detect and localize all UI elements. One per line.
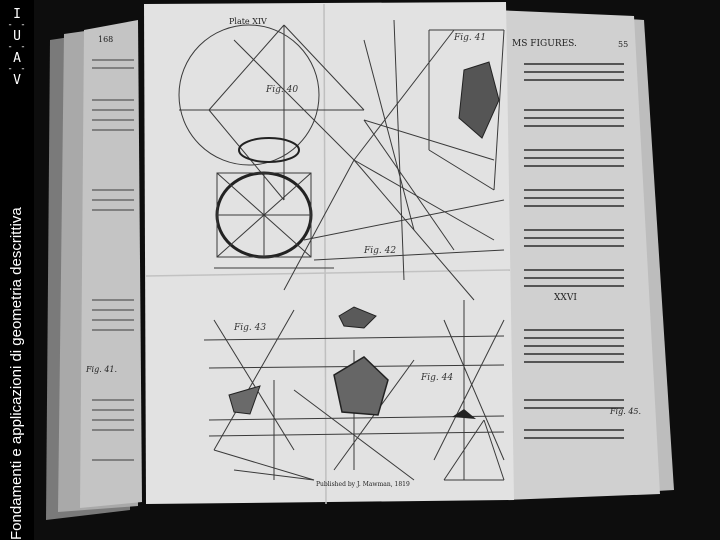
fold-out-plate <box>144 2 514 504</box>
iuav-logo: I - - U - - A - - V <box>7 7 27 88</box>
right-page-number: 55 <box>618 40 629 49</box>
plate-caption: Published by J. Mawman, 1819 <box>316 481 410 488</box>
plate-header: Plate XIV <box>229 17 267 26</box>
book-plate-illustration <box>34 0 720 540</box>
section-label: XXVI <box>554 293 577 303</box>
vertical-course-title: Fondamenti e applicazioni di geometria descrittiva <box>8 207 25 540</box>
book-photo <box>34 0 720 540</box>
right-page-header: MS FIGURES. <box>512 39 577 49</box>
fig-label-42: Fig. 42 <box>364 246 397 256</box>
side-fig-label-right: Fig. 45. <box>610 407 642 416</box>
logo-letter-i: I <box>13 7 21 22</box>
fig-label-43: Fig. 43 <box>234 323 267 333</box>
logo-letter-u: U <box>13 29 21 44</box>
logo-letter-a: A <box>13 51 21 66</box>
side-fig-label-left: Fig. 41. <box>86 365 118 374</box>
fig-label-40: Fig. 40 <box>266 85 299 95</box>
left-page-number: 168 <box>98 35 114 44</box>
fig-label-44: Fig. 44 <box>421 373 454 383</box>
fig-label-41: Fig. 41 <box>454 33 487 43</box>
sidebar <box>0 0 34 540</box>
logo-letter-v: V <box>13 73 21 88</box>
